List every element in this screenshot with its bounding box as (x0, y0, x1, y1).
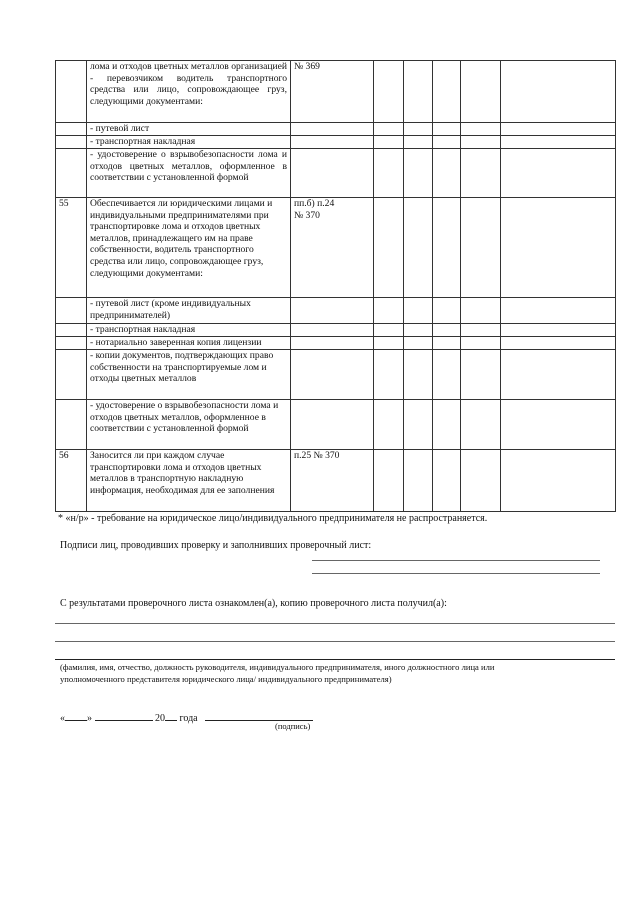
answer-cell (433, 450, 461, 512)
table-row (56, 400, 616, 450)
answer-cell (501, 61, 616, 123)
answer-cell (404, 450, 433, 512)
answer-cell (374, 61, 404, 123)
row-number-cell: 55 (56, 198, 87, 298)
answer-cell (404, 149, 433, 198)
answer-cell (374, 198, 404, 298)
legal-reference-cell (291, 324, 374, 337)
footnote: * «н/р» - требование на юридическое лицо/индивидуального предпринимателя не распространяется. (58, 513, 488, 524)
date-close-quote: » (87, 713, 92, 724)
answer-cell (501, 337, 616, 350)
answer-cell (374, 298, 404, 324)
answer-cell (501, 298, 616, 324)
table-row (56, 450, 616, 512)
table-row (56, 136, 616, 149)
answer-cell (433, 198, 461, 298)
legal-reference-cell (291, 149, 374, 198)
row-number-cell (56, 324, 87, 337)
answer-cell (374, 123, 404, 136)
answer-cell (374, 136, 404, 149)
answer-cell (404, 400, 433, 450)
answer-cell (501, 450, 616, 512)
answer-cell (461, 450, 501, 512)
row-number-cell (56, 400, 87, 450)
legal-reference-cell: № 369 (291, 61, 374, 123)
requirement-cell: лома и отходов цветных металлов организацией - перевозчиком водитель транспортного средства или лицо, сопровождающее груз, следующими документами: (87, 61, 291, 123)
signature-caption: (подпись) (275, 721, 311, 731)
answer-cell (404, 324, 433, 337)
answer-cell (461, 149, 501, 198)
requirement-cell: - путевой лист (кроме индивидуальных предпринимателей) (87, 298, 291, 324)
table-row (56, 61, 616, 123)
answer-cell (461, 298, 501, 324)
person-name-line (55, 659, 615, 660)
answer-cell (461, 198, 501, 298)
requirement-cell: - транспортная накладная (87, 324, 291, 337)
inspector-signature-line-1 (312, 560, 600, 561)
row-number-cell (56, 337, 87, 350)
answer-cell (433, 298, 461, 324)
answer-cell (433, 400, 461, 450)
acquaint-label: С результатами проверочного листа ознакомлен(а), копию проверочного листа получил(а): (60, 598, 447, 609)
answer-cell (461, 61, 501, 123)
legal-reference-cell (291, 400, 374, 450)
row-number-cell (56, 61, 87, 123)
day-blank (65, 710, 87, 721)
answer-cell (501, 198, 616, 298)
requirement-cell: - путевой лист (87, 123, 291, 136)
answer-cell (374, 324, 404, 337)
signature-blank (205, 710, 313, 721)
requirement-cell: - транспортная накладная (87, 136, 291, 149)
answer-cell (433, 61, 461, 123)
answer-cell (404, 350, 433, 400)
checklist-table-body (56, 61, 616, 512)
answer-cell (501, 123, 616, 136)
signatures-label: Подписи лиц, проводивших проверку и заполнивших проверочный лист: (60, 540, 372, 551)
answer-cell (433, 136, 461, 149)
answer-cell (433, 123, 461, 136)
answer-cell (433, 350, 461, 400)
answer-cell (404, 61, 433, 123)
legal-reference-cell (291, 298, 374, 324)
row-number-cell (56, 149, 87, 198)
answer-cell (433, 337, 461, 350)
table-row (56, 198, 616, 298)
table-row (56, 350, 616, 400)
legal-reference-cell (291, 350, 374, 400)
requirement-cell: Заносится ли при каждом случае транспортировки лома и отходов цветных металлов в транспортную накладную информация, необходимая для ее заполнения (87, 450, 291, 512)
answer-cell (374, 400, 404, 450)
row-number-cell (56, 350, 87, 400)
year-prefix: 20 (155, 713, 165, 724)
inspector-signature-line-2 (312, 573, 600, 574)
requirement-cell: - копии документов, подтверждающих право собственности на транспортируемые лом и отходы цветных металлов (87, 350, 291, 400)
answer-cell (501, 400, 616, 450)
legal-reference-cell (291, 337, 374, 350)
requirement-cell: - удостоверение о взрывобезопасности лома и отходов цветных металлов, оформленное в соответствии с установленной формой (87, 400, 291, 450)
person-caption-2: уполномоченного представителя юридического лица/ индивидуального предпринимателя) (60, 674, 392, 684)
table-row (56, 324, 616, 337)
answer-cell (461, 123, 501, 136)
acquaint-line-2 (55, 641, 615, 642)
answer-cell (404, 337, 433, 350)
table-row (56, 298, 616, 324)
answer-cell (433, 149, 461, 198)
answer-cell (461, 337, 501, 350)
requirement-cell: - нотариально заверенная копия лицензии (87, 337, 291, 350)
answer-cell (501, 136, 616, 149)
answer-cell (374, 450, 404, 512)
answer-cell (501, 350, 616, 400)
year-blank (165, 710, 177, 721)
answer-cell (374, 350, 404, 400)
requirement-cell: Обеспечивается ли юридическими лицами и индивидуальными предпринимателями при транспортировке лома и отходов цветных металлов, принадлежащего им на праве собственности, водитель транспортного средства или лицо, сопровождающее груз, следующими документами: (87, 198, 291, 298)
answer-cell (374, 149, 404, 198)
answer-cell (404, 198, 433, 298)
answer-cell (461, 324, 501, 337)
date-open-quote: « (60, 713, 65, 724)
row-number-cell (56, 123, 87, 136)
requirement-cell: - удостоверение о взрывобезопасности лома и отходов цветных металлов, оформленное в соответствии с установленной формой (87, 149, 291, 198)
table-row (56, 123, 616, 136)
legal-reference-cell (291, 123, 374, 136)
row-number-cell (56, 136, 87, 149)
month-blank (95, 710, 153, 721)
answer-cell (501, 324, 616, 337)
legal-reference-cell (291, 136, 374, 149)
answer-cell (374, 337, 404, 350)
answer-cell (404, 123, 433, 136)
answer-cell (501, 149, 616, 198)
answer-cell (461, 136, 501, 149)
year-suffix: года (179, 713, 198, 724)
row-number-cell: 56 (56, 450, 87, 512)
answer-cell (404, 136, 433, 149)
row-number-cell (56, 298, 87, 324)
checklist-table (55, 60, 616, 512)
answer-cell (404, 298, 433, 324)
acquaint-line-1 (55, 623, 615, 624)
answer-cell (433, 324, 461, 337)
legal-reference-cell: пп.б) п.24 № 370 (291, 198, 374, 298)
table-row (56, 149, 616, 198)
table-row (56, 337, 616, 350)
person-caption-1: (фамилия, имя, отчество, должность руководителя, индивидуального предпринимателя, иного должностного лица или (60, 662, 495, 672)
legal-reference-cell: п.25 № 370 (291, 450, 374, 512)
answer-cell (461, 400, 501, 450)
answer-cell (461, 350, 501, 400)
